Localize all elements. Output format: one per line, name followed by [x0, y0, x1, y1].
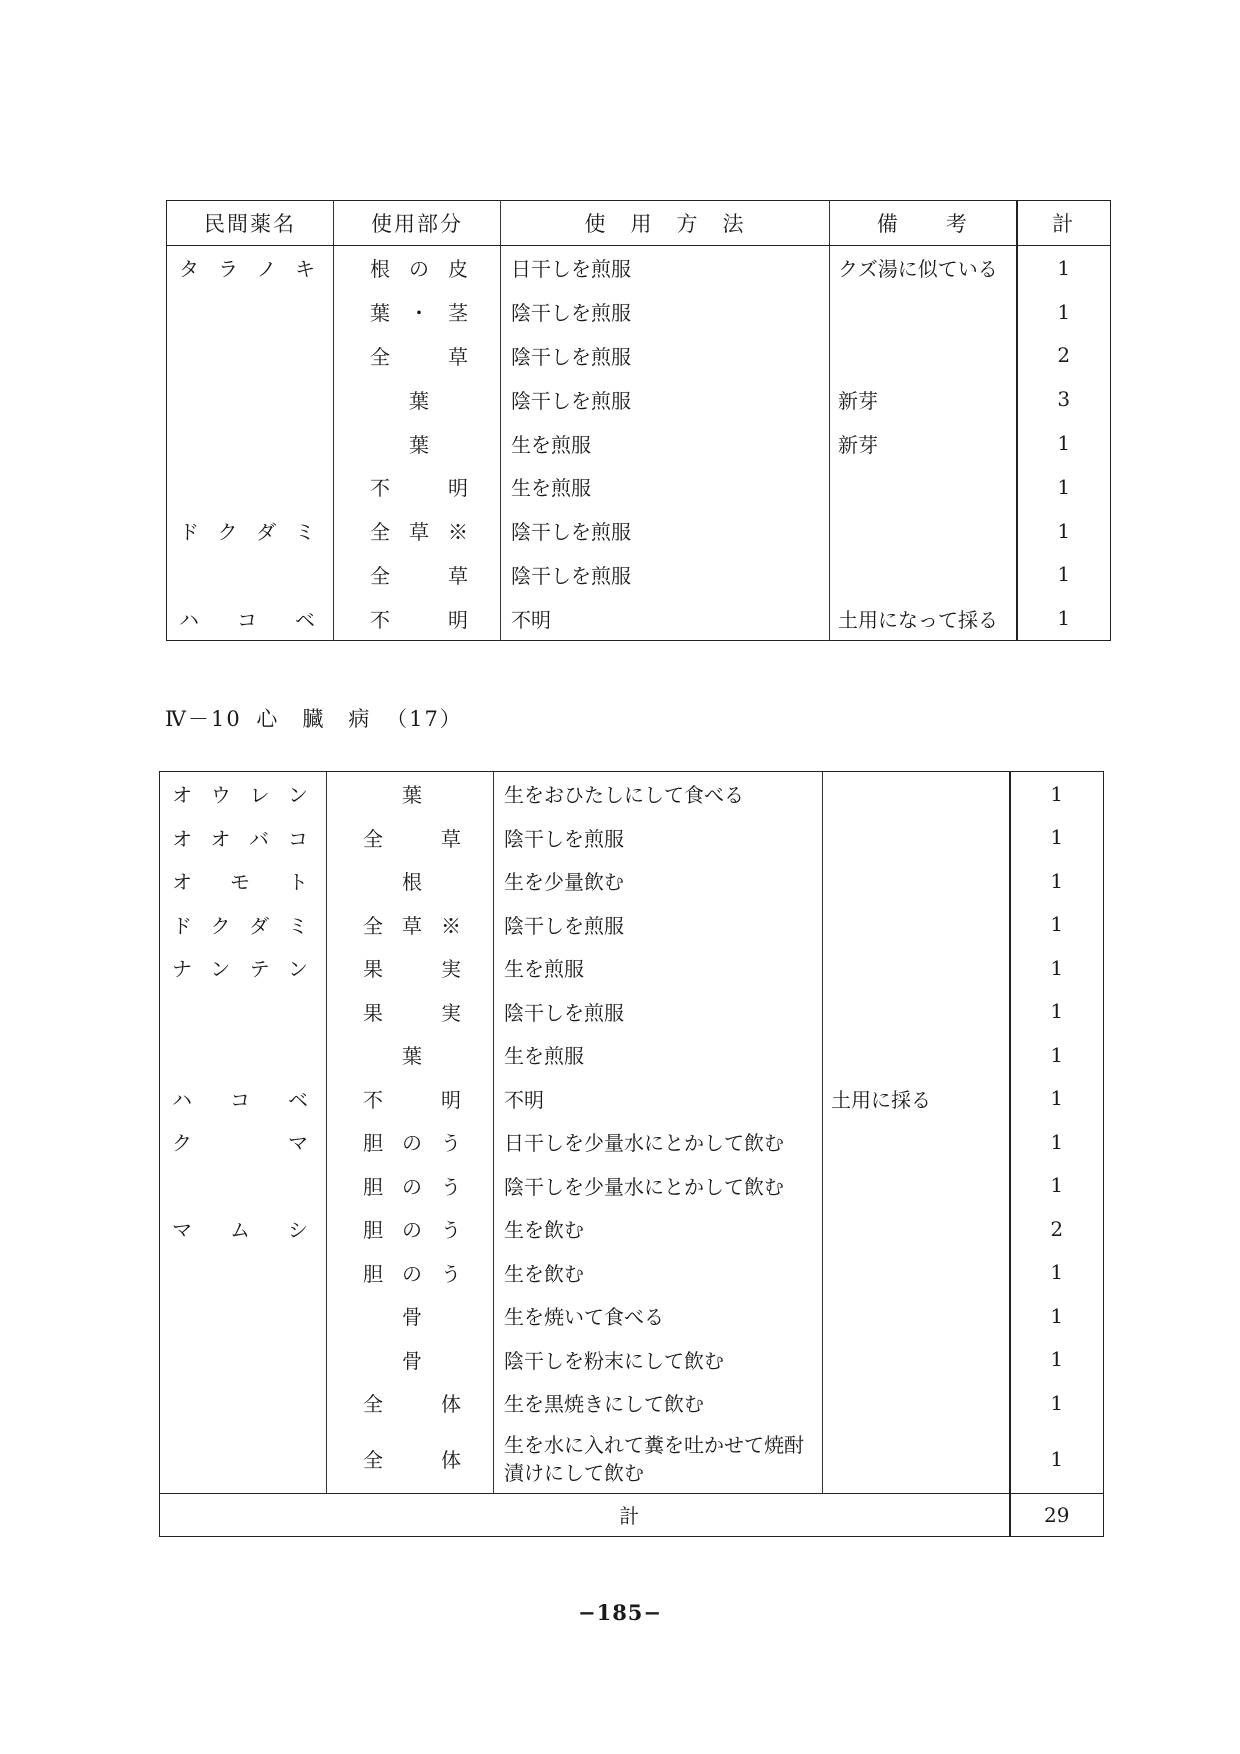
remedy-name-cell: [160, 1033, 327, 1077]
remedy-name-cell: [160, 1381, 327, 1425]
usage-method-cell: 陰干しを煎服: [494, 816, 823, 860]
usage-method-cell: 陰干しを煎服: [501, 334, 830, 378]
remarks-cell: [823, 816, 1010, 860]
remedy-table-top: [166, 200, 1111, 641]
part-used-cell: 葉: [327, 772, 494, 816]
table-row: [167, 509, 1111, 553]
count-cell: 3: [1057, 387, 1071, 412]
part-used-cell: 果実: [327, 990, 494, 1034]
part-used-cell: 骨: [327, 1338, 494, 1382]
usage-method-cell: 陰干しを煎服: [494, 903, 823, 947]
header-usage-method: 使 用 方 法: [501, 201, 830, 246]
section-count: （17）: [386, 707, 463, 731]
count-cell: 1: [1050, 912, 1064, 937]
usage-method-cell: 生を水に入れて糞を吐かせて焼酎漬けにして飲む: [494, 1425, 823, 1494]
remedy-name-cell: ドクダミ: [167, 509, 334, 553]
count-cell: 1: [1057, 474, 1071, 499]
header-remedy-name: 民間薬名: [167, 201, 334, 246]
count-cell: 2: [1050, 1216, 1064, 1241]
remarks-cell: [830, 509, 1017, 553]
count-cell: 1: [1050, 825, 1064, 850]
part-used-cell: 全体: [327, 1425, 494, 1494]
part-used-cell: 全草※: [334, 509, 501, 553]
remarks-cell: [823, 1120, 1010, 1164]
remarks-cell: クズ湯に似ている: [830, 246, 1017, 290]
count-cell: 1: [1050, 1446, 1064, 1471]
part-used-cell: 全草: [334, 334, 501, 378]
usage-method-cell: 生を黒焼きにして飲む: [494, 1381, 823, 1425]
table-row: [160, 1033, 1104, 1077]
total-value: 29: [1010, 1493, 1104, 1536]
part-used-cell: 不明: [334, 465, 501, 509]
table-row: [160, 772, 1104, 816]
remarks-cell: [823, 1164, 1010, 1208]
usage-method-cell: 不明: [501, 596, 830, 640]
header-count: 計: [1017, 201, 1111, 246]
table-row: [160, 859, 1104, 903]
usage-method-cell: 陰干しを煎服: [501, 377, 830, 421]
section-title: 心 臓 病: [256, 707, 372, 731]
table-row: [167, 334, 1111, 378]
part-used-cell: 不明: [334, 596, 501, 640]
table-row: [160, 816, 1104, 860]
count-cell: 1: [1057, 299, 1071, 324]
usage-method-cell: 生を飲む: [494, 1207, 823, 1251]
table2-body: [160, 772, 1104, 1494]
usage-method-cell: 陰干しを煎服: [501, 290, 830, 334]
table-row: [160, 990, 1104, 1034]
count-cell: 1: [1050, 999, 1064, 1024]
count-cell: 1: [1050, 1390, 1064, 1415]
part-used-cell: 全草※: [327, 903, 494, 947]
part-used-cell: 胆のう: [327, 1164, 494, 1208]
remarks-cell: [830, 334, 1017, 378]
remedy-table-heart-disease: [159, 771, 1104, 1537]
remedy-name-cell: [167, 377, 334, 421]
usage-method-cell: 生を焼いて食べる: [494, 1294, 823, 1338]
count-cell: 1: [1057, 562, 1071, 587]
count-cell: 2: [1057, 343, 1071, 368]
usage-method-cell: 日干しを煎服: [501, 246, 830, 290]
part-used-cell: 葉: [327, 1033, 494, 1077]
usage-method-cell: 生を煎服: [501, 421, 830, 465]
usage-method-cell: 生を煎服: [494, 1033, 823, 1077]
remarks-cell: [823, 1381, 1010, 1425]
count-cell: 1: [1050, 1129, 1064, 1154]
remedy-name-cell: [167, 465, 334, 509]
table-row: [160, 946, 1104, 990]
remedy-name-cell: タラノキ: [167, 246, 334, 290]
part-used-cell: 全草: [334, 553, 501, 597]
table-row: [160, 1425, 1104, 1494]
table-row: [160, 1164, 1104, 1208]
count-cell: 1: [1050, 1260, 1064, 1285]
usage-method-cell: 生を少量飲む: [494, 859, 823, 903]
count-cell: 1: [1050, 1303, 1064, 1328]
part-used-cell: 全体: [327, 1381, 494, 1425]
table-row: [160, 1294, 1104, 1338]
page-number: −185−: [577, 1600, 663, 1625]
section-number: Ⅳ－10: [165, 707, 242, 731]
count-cell: 1: [1050, 955, 1064, 980]
count-cell: 1: [1057, 431, 1071, 456]
remedy-name-cell: ハコベ: [167, 596, 334, 640]
remedy-name-cell: [167, 421, 334, 465]
count-cell: 1: [1050, 1042, 1064, 1067]
header-remarks: 備 考: [830, 201, 1017, 246]
remarks-cell: [830, 290, 1017, 334]
usage-method-cell: 不明: [494, 1077, 823, 1121]
remedy-name-cell: [160, 1251, 327, 1295]
remarks-cell: 土用に採る: [823, 1077, 1010, 1121]
table-header-row: [167, 201, 1111, 246]
count-cell: 1: [1057, 518, 1071, 543]
remarks-cell: [823, 772, 1010, 816]
usage-method-cell: 日干しを少量水にとかして飲む: [494, 1120, 823, 1164]
count-cell: 1: [1057, 606, 1071, 631]
remedy-name-cell: [167, 290, 334, 334]
remedy-name-cell: [160, 1338, 327, 1382]
table-row: [167, 553, 1111, 597]
part-used-cell: 根の皮: [334, 246, 501, 290]
table-row: [160, 903, 1104, 947]
table-row: [167, 246, 1111, 290]
table-row: [160, 1251, 1104, 1295]
remedy-name-cell: [160, 1164, 327, 1208]
part-used-cell: 胆のう: [327, 1120, 494, 1164]
table-row: [160, 1381, 1104, 1425]
table-row: [160, 1207, 1104, 1251]
table-row: [167, 421, 1111, 465]
remedy-name-cell: [160, 1425, 327, 1494]
count-cell: 1: [1050, 1173, 1064, 1198]
count-cell: 1: [1050, 868, 1064, 893]
remedy-name-cell: オモト: [160, 859, 327, 903]
table1-body: [167, 246, 1111, 641]
usage-method-cell: 陰干しを煎服: [501, 553, 830, 597]
total-label: 計: [160, 1493, 1010, 1536]
remarks-cell: [823, 1207, 1010, 1251]
remarks-cell: 新芽: [830, 377, 1017, 421]
part-used-cell: 胆のう: [327, 1207, 494, 1251]
remarks-cell: [823, 903, 1010, 947]
section-heading: [165, 703, 469, 733]
part-used-cell: 骨: [327, 1294, 494, 1338]
remedy-name-cell: オオバコ: [160, 816, 327, 860]
remarks-cell: [823, 946, 1010, 990]
usage-method-cell: 生をおひたしにして食べる: [494, 772, 823, 816]
part-used-cell: 根: [327, 859, 494, 903]
table-row: [167, 465, 1111, 509]
remedy-name-cell: [160, 990, 327, 1034]
remedy-name-cell: ハコベ: [160, 1077, 327, 1121]
part-used-cell: 不明: [327, 1077, 494, 1121]
remedy-name-cell: [167, 334, 334, 378]
remarks-cell: [830, 465, 1017, 509]
usage-method-cell: 陰干しを煎服: [494, 990, 823, 1034]
remarks-cell: 土用になって採る: [830, 596, 1017, 640]
header-part-used: 使用部分: [334, 201, 501, 246]
remarks-cell: [823, 1425, 1010, 1494]
count-cell: 1: [1057, 255, 1071, 280]
remarks-cell: [823, 1294, 1010, 1338]
usage-method-cell: 生を煎服: [501, 465, 830, 509]
count-cell: 1: [1050, 781, 1064, 806]
part-used-cell: 果実: [327, 946, 494, 990]
part-used-cell: 葉・茎: [334, 290, 501, 334]
remedy-name-cell: ドクダミ: [160, 903, 327, 947]
table-row: [167, 596, 1111, 640]
usage-method-cell: 陰干しを煎服: [501, 509, 830, 553]
remarks-cell: [830, 553, 1017, 597]
remedy-name-cell: ナンテン: [160, 946, 327, 990]
remarks-cell: [823, 1338, 1010, 1382]
remedy-name-cell: [167, 553, 334, 597]
table-row: [160, 1338, 1104, 1382]
remedy-name-cell: オウレン: [160, 772, 327, 816]
remarks-cell: [823, 990, 1010, 1034]
part-used-cell: 胆のう: [327, 1251, 494, 1295]
table-row: [167, 290, 1111, 334]
remarks-cell: 新芽: [830, 421, 1017, 465]
table-row: [160, 1120, 1104, 1164]
part-used-cell: 葉: [334, 421, 501, 465]
usage-method-cell: 陰干しを少量水にとかして飲む: [494, 1164, 823, 1208]
usage-method-cell: 生を煎服: [494, 946, 823, 990]
remedy-name-cell: クマ: [160, 1120, 327, 1164]
remarks-cell: [823, 1033, 1010, 1077]
remedy-name-cell: マムシ: [160, 1207, 327, 1251]
total-row: [160, 1493, 1104, 1536]
usage-method-cell: 陰干しを粉末にして飲む: [494, 1338, 823, 1382]
remarks-cell: [823, 1251, 1010, 1295]
part-used-cell: 葉: [334, 377, 501, 421]
remarks-cell: [823, 859, 1010, 903]
table-row: [160, 1077, 1104, 1121]
count-cell: 1: [1050, 1086, 1064, 1111]
remedy-name-cell: [160, 1294, 327, 1338]
count-cell: 1: [1050, 1347, 1064, 1372]
part-used-cell: 全草: [327, 816, 494, 860]
table-row: [167, 377, 1111, 421]
usage-method-cell: 生を飲む: [494, 1251, 823, 1295]
